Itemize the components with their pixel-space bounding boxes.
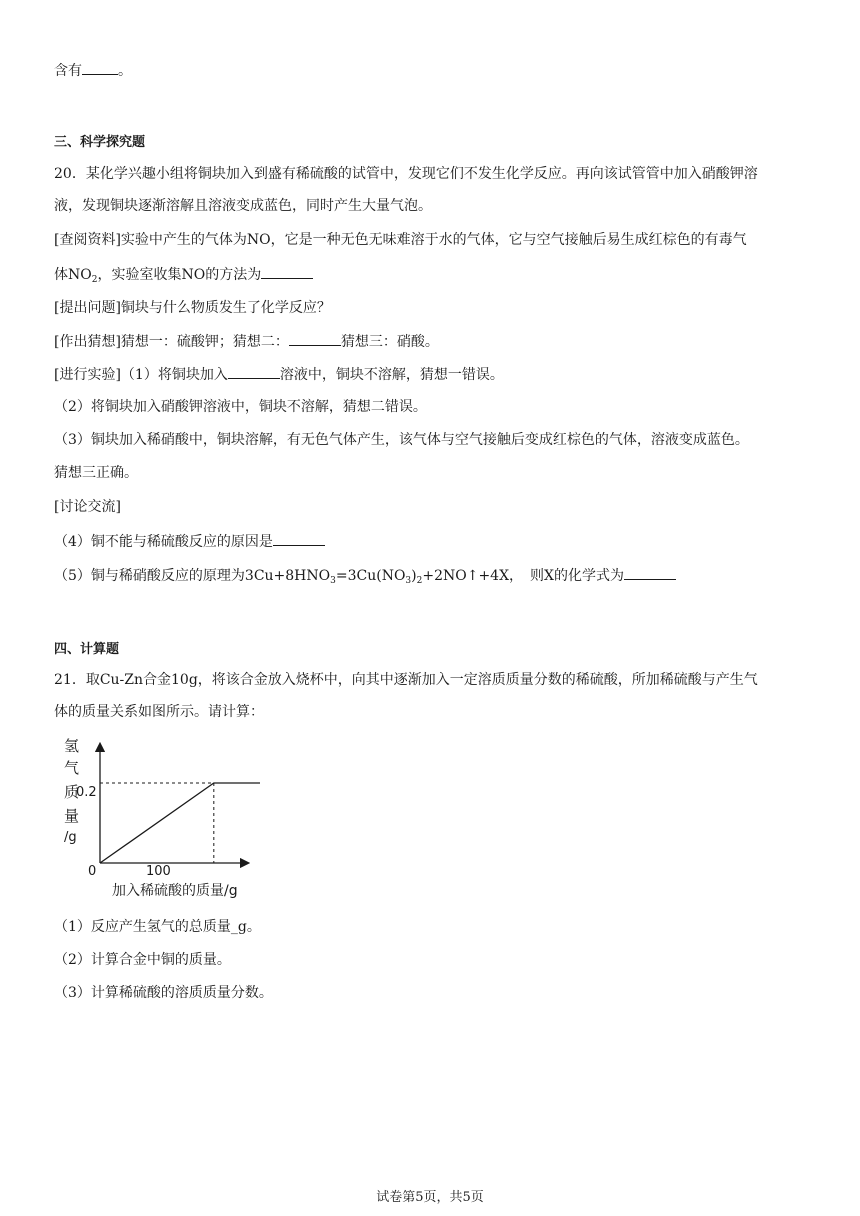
- question-21-line-1: 21．取Cu-Zn合金10g，将该合金放入烧杯中，向其中逐渐加入一定溶质质量分数的稀硫酸，所加稀硫酸与产生气: [54, 672, 758, 688]
- answer-blank[interactable]: [273, 531, 325, 546]
- y-axis-label-char: 氢: [64, 737, 80, 755]
- question-21-line-2: 体的质量关系如图所示。请计算：: [54, 704, 264, 720]
- y-tick-label: 0.2: [76, 785, 97, 800]
- section-heading-3: 三、科学探究题: [54, 135, 146, 150]
- y-axis-label-char: 质: [64, 783, 80, 801]
- question-20-line-1: 20．某化学兴趣小组将铜块加入到盛有稀硫酸的试管中，发现它们不发生化学反应。再向该试管管中加入硝酸钾溶: [54, 166, 758, 182]
- sub-question-2: （2）计算合金中铜的质量。: [54, 952, 231, 968]
- experiment-line-2: （2）将铜块加入硝酸钾溶液中，铜块不溶解，猜想二错误。: [54, 399, 427, 415]
- experiment-line-4: 猜想三正确。: [54, 465, 138, 481]
- experiment-line-3: （3）铜块加入稀硝酸中，铜块溶解，有无色气体产生，该气体与空气接触后变成红棕色的气体，溶液变成蓝色。: [54, 432, 749, 448]
- top-line: 含有 。: [54, 60, 132, 81]
- experiment-line-1: [进行实验]（1）将铜块加入 溶液中，铜块不溶解，猜想一错误。: [54, 364, 504, 385]
- answer-blank[interactable]: [289, 331, 341, 346]
- page-footer: 试卷第5页，共5页: [376, 1190, 484, 1205]
- hypothesis-line: [作出猜想]猜想一：硫酸钾；猜想二： 猜想三：硝酸。: [54, 331, 439, 352]
- sub-question-3: （3）计算稀硫酸的溶质质量分数。: [54, 985, 273, 1001]
- question-line: [提出问题]铜块与什么物质发生了化学反应？: [54, 300, 331, 316]
- section-heading-4: 四、计算题: [54, 642, 120, 657]
- reference-line-1: [查阅资料]实验中产生的气体为NO，它是一种无色无味难溶于水的气体，它与空气接触后易生成红棕色的有毒气: [54, 232, 747, 248]
- x-tick-label: 100: [146, 864, 171, 879]
- x-axis-label: 加入稀硫酸的质量/g: [112, 883, 238, 899]
- reference-line-2: 体$NO_2$，实验室收集NO的方法为: [54, 264, 313, 285]
- answer-blank[interactable]: [82, 60, 118, 75]
- answer-blank[interactable]: [228, 364, 280, 379]
- y-axis-label-char: 量: [64, 807, 80, 825]
- discussion-line-5: （5）铜与稀硝酸反应的原理为$3Cu+8HNO_3=3Cu(NO_3)_2+2NO↑+4X$， 则X的化学式为: [54, 565, 676, 586]
- series-line: [100, 783, 260, 863]
- discussion-heading: [讨论交流]: [54, 499, 121, 515]
- answer-blank[interactable]: [261, 264, 313, 279]
- origin-label: 0: [88, 864, 97, 879]
- hydrogen-mass-chart: [60, 735, 260, 905]
- y-axis-label-char: /g: [64, 830, 77, 845]
- answer-blank[interactable]: [624, 565, 676, 580]
- y-axis-label-char: 气: [64, 759, 80, 777]
- question-20-line-2: 液，发现铜块逐渐溶解且溶液变成蓝色，同时产生大量气泡。: [54, 198, 432, 214]
- sub-question-1: （1）反应产生氢气的总质量_g。: [54, 919, 261, 935]
- discussion-line-4: （4）铜不能与稀硫酸反应的原因是: [54, 531, 325, 552]
